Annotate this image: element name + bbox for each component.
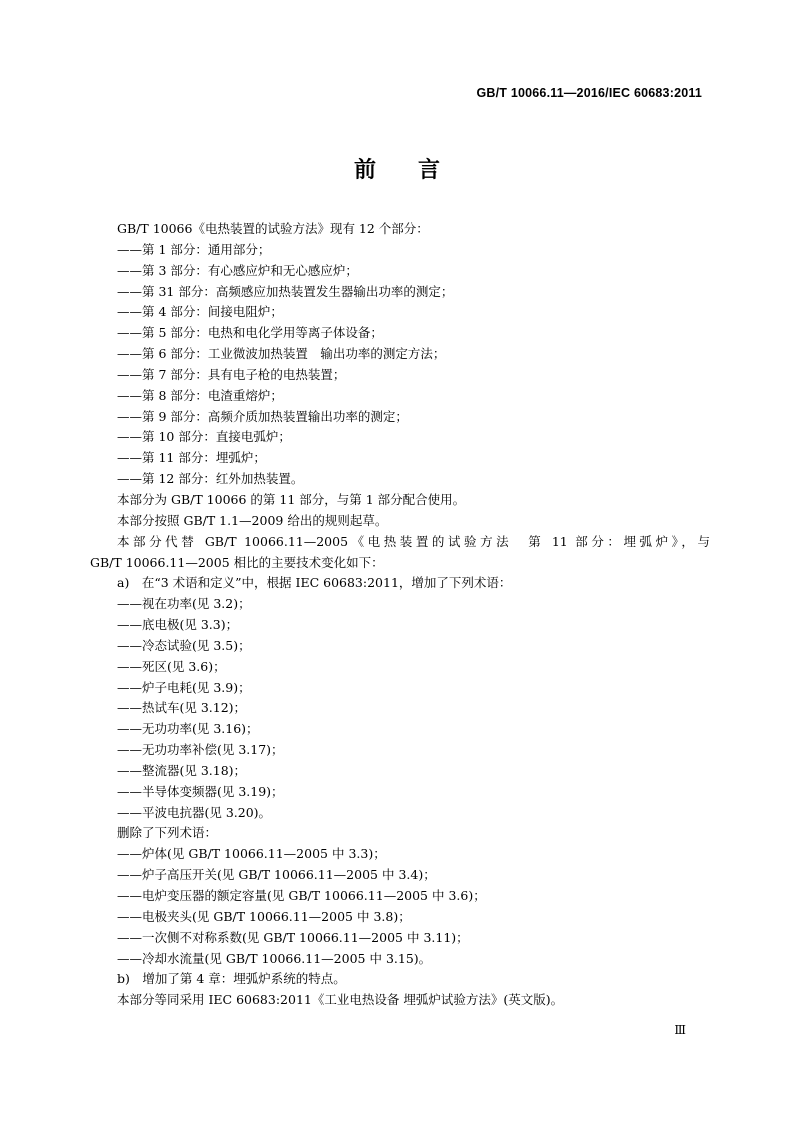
text-line: a) 在“3 术语和定义”中，根据 IEC 60683:2011，增加了下列术语： [117,575,512,591]
text-line: ——死区(见 3.6)； [117,658,226,674]
text-line: ——一次侧不对称系数(见 GB/T 10066.11—2005 中 3.11)； [117,929,469,945]
text-line: ——第 5 部分：电热和电化学用等离子体设备； [117,325,383,341]
text-line: ——冷态试验(见 3.5)； [117,637,251,653]
text-line: 本部分为 GB/T 10066 的第 11 部分，与第 1 部分配合使用。 [117,491,466,507]
text-line: 本部分按照 GB/T 1.1—2009 给出的规则起草。 [117,512,388,528]
text-line: ——第 6 部分：工业微波加热装置 输出功率的测定方法； [117,346,446,362]
text-line: ——电炉变压器的额定容量(见 GB/T 10066.11—2005 中 3.6)； [117,888,486,903]
text-line: ——第 3 部分：有心感应炉和无心感应炉； [117,262,358,278]
text-line: ——电极夹头(见 GB/T 10066.11—2005 中 3.8)； [117,908,411,924]
text-line: 删除了下列术语： [117,825,218,841]
text-line: 本部分代替 GB/T 10066.11—2005《电热装置的试验方法 第 11 部分：埋弧炉》，与 [117,533,710,549]
text-line: ——第 12 部分：红外加热装置。 [117,471,304,487]
text-line: 本部分等同采用 IEC 60683:2011《工业电热设备 埋弧炉试验方法》(英文版)。 [117,992,564,1008]
foreword-body [90,219,710,1011]
text-line: ——第 31 部分：高频感应加热装置发生器输出功率的测定； [117,283,454,299]
text-line: ——无功功率补偿(见 3.17)； [117,742,284,758]
text-line: b) 增加了第 4 章：埋弧炉系统的特点。 [117,971,346,987]
page-number: Ⅲ [674,1023,686,1037]
standard-code-header: GB/T 10066.11—2016/IEC 60683:2011 [476,86,702,100]
text-line: ——炉体(见 GB/T 10066.11—2005 中 3.3)； [117,846,386,862]
text-line: ——平波电抗器(见 3.20)。 [117,804,272,820]
text-line: ——冷却水流量(见 GB/T 10066.11—2005 中 3.15)。 [117,950,432,966]
text-line: ——第 8 部分：电渣重熔炉； [117,387,283,403]
text-line: ——整流器(见 3.18)； [117,762,247,778]
text-line: ——第 4 部分：间接电阻炉； [117,304,283,320]
text-line: ——半导体变频器(见 3.19)； [117,783,284,799]
text-line: ——底电极(见 3.3)； [117,617,239,633]
text-line: ——炉子高压开关(见 GB/T 10066.11—2005 中 3.4)； [117,867,436,883]
text-line: ——第 9 部分：高频介质加热装置输出功率的测定； [117,408,408,424]
text-line: ——热试车(见 3.12)； [117,700,247,716]
text-line: ——第 11 部分：埋弧炉； [117,450,266,466]
text-line: ——第 1 部分：通用部分； [117,241,271,257]
text-line: GB/T 10066《电热装置的试验方法》现有 12 个部分： [117,221,429,236]
text-line: ——第 7 部分：具有电子枪的电热装置； [117,366,346,382]
text-line: ——第 10 部分：直接电弧炉； [117,429,291,445]
text-line: ——视在功率(见 3.2)； [117,596,251,612]
text-line: ——炉子电耗(见 3.9)； [117,679,251,695]
text-line: GB/T 10066.11—2005 相比的主要技术变化如下： [90,554,384,570]
text-line: ——无功功率(见 3.16)； [117,721,259,737]
page-title: 前言 [353,158,482,183]
